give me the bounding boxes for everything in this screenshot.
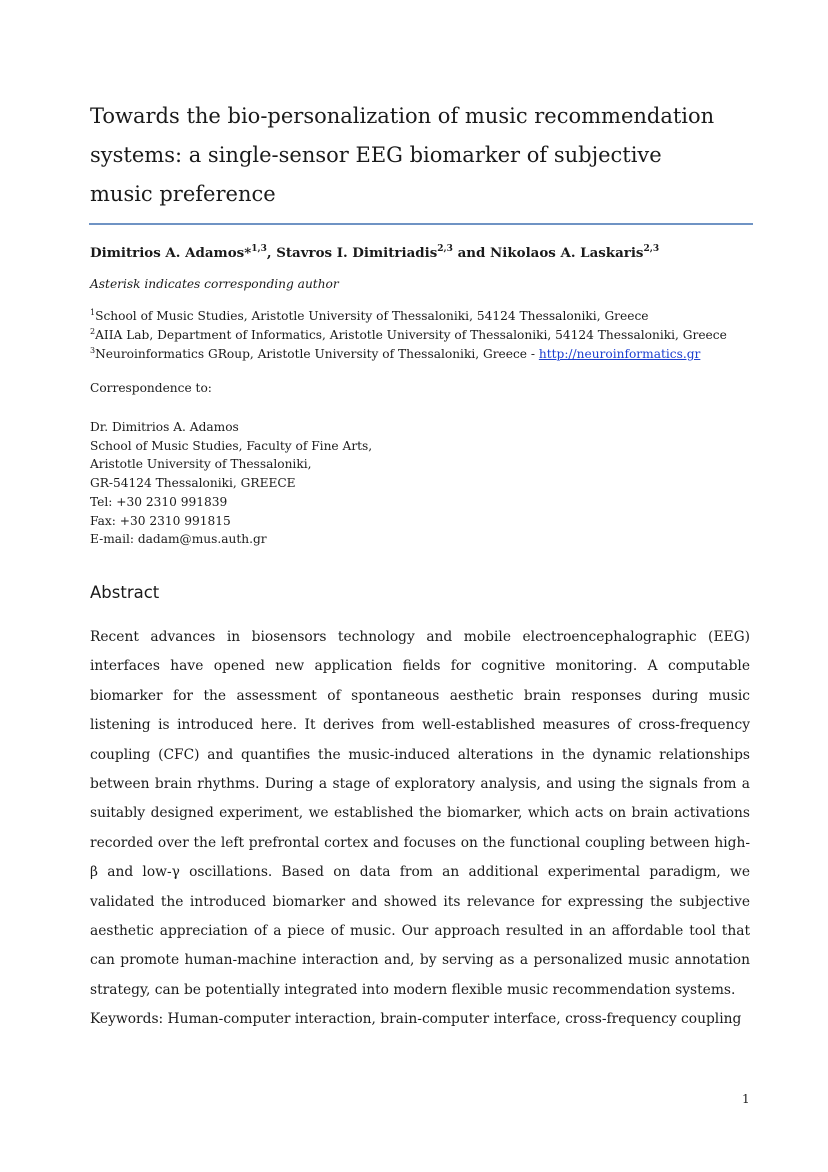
correspondence-address	[90, 418, 372, 549]
author-separator: and	[452, 245, 491, 261]
affiliation-list	[90, 307, 727, 364]
address-line: Tel: +30 2310 991839	[90, 494, 228, 509]
abstract-body: Recent advances in biosensors technology and mobile electroencephalographic (EEG) interfaces have opened new application fields for cognitive monitoring. A computable biomarker for the assessment of spontaneous aesthetic brain responses during music listening is introduced here. It derives from well-established measures of cross-frequency coupling (CFC) and quantifies the music-induced alterations in the dynamic relationships between brain rhythms. During a stage of exploratory analysis, and using the signals from a suitably designed experiment, we established the biomarker, which acts on brain activations recorded over the left prefrontal cortex and focuses on the functional coupling between high-β and low-γ oscillations. Based on data from an additional experimental paradigm, we validated the introduced biomarker and showed its relevance for expressing the subjective aesthetic appreciation of a piece of music. Our approach resulted in an affordable tool that can promote human-machine interaction and, by serving as a personalized music annotation strategy, can be potentially integrated into modern flexible music recommendation systems.	[90, 629, 750, 998]
address-line: Fax: +30 2310 991815	[90, 513, 231, 528]
author-line	[90, 245, 659, 261]
affiliation-number: 1	[90, 307, 96, 317]
title-rule	[89, 223, 753, 225]
author-affil-sup: 2,3	[437, 243, 453, 254]
affiliation-text: School of Music Studies, Aristotle University of Thessaloniki, 54124 Thessaloniki, Greece	[95, 309, 649, 323]
affiliation-item	[90, 307, 727, 326]
abstract-heading: Abstract	[90, 583, 160, 602]
affiliation-number: 3	[90, 345, 96, 355]
author-name: Nikolaos A. Laskaris	[490, 245, 644, 261]
affiliation-item	[90, 345, 727, 364]
address-line: GR-54124 Thessaloniki, GREECE	[90, 476, 296, 491]
affiliation-item	[90, 326, 727, 345]
author-affil-sup: 1,3	[251, 243, 267, 254]
page-number: 1	[742, 1092, 750, 1106]
correspondence-label: Correspondence to:	[90, 381, 212, 395]
author-note: Asterisk indicates corresponding author	[90, 277, 339, 291]
address-line: School of Music Studies, Faculty of Fine Arts,	[90, 438, 373, 453]
address-line: Aristotle University of Thessaloniki,	[90, 457, 312, 472]
author-separator: ,	[266, 245, 277, 261]
paper-title: Towards the bio-personalization of music recommendation systems: a single-sensor EEG biomarker of subjective music preference	[90, 104, 715, 206]
author-affil-sup: 2,3	[643, 243, 660, 254]
affiliation-text: AIIA Lab, Department of Informatics, Aristotle University of Thessaloniki, 54124 Thessaloniki, Greece	[95, 328, 727, 342]
keywords: Keywords: Human-computer interaction, brain-computer interface, cross-frequency coupling	[90, 1011, 742, 1027]
address-line: E-mail: dadam@mus.auth.gr	[90, 532, 267, 547]
affiliation-text: Neuroinformatics GRoup, Aristotle University of Thessaloniki, Greece -	[95, 347, 539, 361]
address-line: Dr. Dimitrios A. Adamos	[90, 420, 239, 434]
neuroinformatics-link[interactable]: http://neuroinformatics.gr	[538, 347, 701, 361]
author-name: Dimitrios A. Adamos*	[90, 245, 252, 261]
author-name: Stavros I. Dimitriadis	[276, 245, 438, 261]
affiliation-number: 2	[90, 326, 96, 336]
